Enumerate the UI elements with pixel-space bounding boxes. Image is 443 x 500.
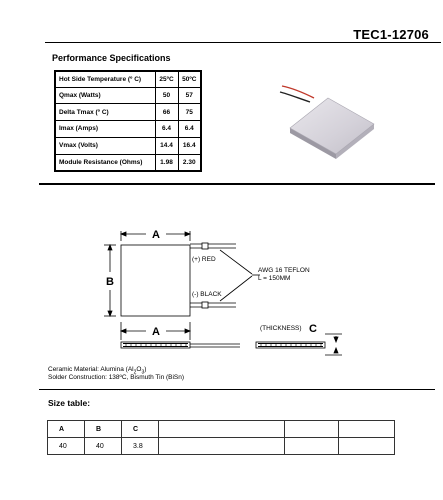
dim-a-label: A [152,229,160,241]
table-row [55,71,201,87]
size-header-c: C [122,421,159,438]
size-value-b: 40 [85,438,122,455]
ceramic-sub-2: 2 [133,369,137,376]
spec-value: 1.98 [155,154,178,171]
dimension-drawing [0,210,443,360]
spec-value: 25ºC [155,71,178,87]
module-thickness-view [256,342,325,348]
size-table-title: Size table: [48,398,91,408]
dim-a-bottom-label: A [152,326,160,338]
dim-b-label: B [106,276,114,288]
spec-value: 50ºC [178,71,201,87]
module-side-view [121,342,190,348]
table-row [55,137,201,154]
size-value-c: 3.8 [122,438,159,455]
table-row [55,104,201,121]
table-row [55,121,201,138]
spec-label: Delta Tmax (º C) [55,104,155,121]
table-row [48,421,395,438]
size-header-b: B [85,421,122,438]
section-divider [39,389,435,390]
spec-value: 14.4 [155,137,178,154]
red-wire-label: (+) RED [192,256,216,263]
top-divider [45,42,441,43]
peltier-module-icon [270,80,382,162]
dim-c-label: C [309,323,317,335]
spec-label: Qmax (Watts) [55,87,155,104]
ceramic-sub-3: 3 [141,369,145,376]
spec-value: 75 [178,104,201,121]
spec-value: 6.4 [155,121,178,138]
solder-note: Solder Construction: 138ºC, Bismuth Tin (BiSn) [48,374,185,381]
size-header-empty [339,421,395,438]
section-divider [39,183,435,185]
size-header-empty [285,421,339,438]
spec-value: 6.4 [178,121,201,138]
size-header-a: A [48,421,85,438]
size-value-empty [159,438,285,455]
wire-spec-line1: AWG 16 TEFLON [258,267,310,274]
performance-title: Performance Specifications [52,53,171,63]
spec-value: 16.4 [178,137,201,154]
module-top-view [121,245,190,316]
spec-value: 50 [155,87,178,104]
ceramic-suffix: ) [144,366,147,373]
size-header-empty [159,421,285,438]
size-table [47,420,395,455]
table-row [55,87,201,104]
spec-value: 66 [155,104,178,121]
spec-value: 2.30 [178,154,201,171]
spec-label: Hot Side Temperature (º C) [55,71,155,87]
size-value-empty [285,438,339,455]
wire-spec-line2: L = 150MM [258,275,291,282]
size-value-empty [339,438,395,455]
table-row [55,154,201,171]
performance-table [54,70,202,172]
ceramic-mid: O [136,366,142,373]
spec-label: Vmax (Volts) [55,137,155,154]
model-number: TEC1-12706 [353,27,429,42]
spec-label: Module Resistance (Ohms) [55,154,155,171]
black-wire-label: (-) BLACK [192,291,222,298]
ceramic-prefix: Ceramic Material: Alumina (Al [48,366,134,373]
table-row [48,438,395,455]
spec-value: 57 [178,87,201,104]
thickness-label: (THICKNESS) [260,325,302,332]
size-value-a: 40 [48,438,85,455]
spec-label: Imax (Amps) [55,121,155,138]
